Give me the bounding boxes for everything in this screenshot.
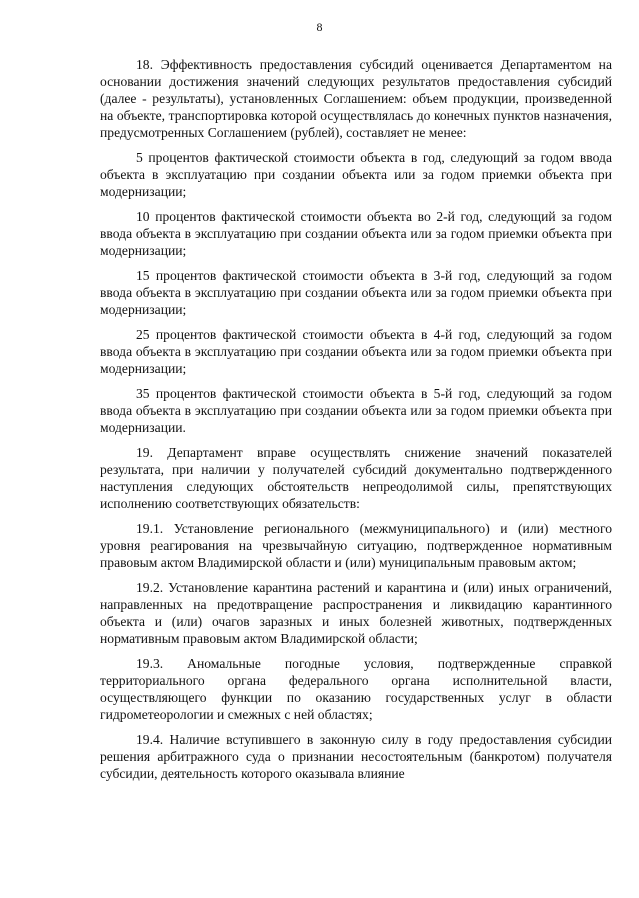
paragraph-19-2: 19.2. Установление карантина растений и карантина и (или) иных ограничений, направленных на предотвращение распространения и ликвидацию карантинного объекта и (или) очагов заразных и иных болезней животных, подтвержденных нормативным правовым актом Владимирской области; (100, 580, 612, 646)
paragraph-18-item-2: 10 процентов фактической стоимости объекта во 2-й год, следующий за годом ввода объекта в эксплуатацию при создании объекта или за годом приемки объекта при модернизации; (100, 209, 612, 258)
paragraph-18-item-3: 15 процентов фактической стоимости объекта в 3-й год, следующий за годом ввода объекта в эксплуатацию при создании объекта или за годом приемки объекта при модернизации; (100, 268, 612, 317)
paragraph-18: 18. Эффективность предоставления субсидий оценивается Департаментом на основании достижения значений следующих результатов предоставления субсидий (далее - результаты), установленных Соглашением: объем продукции, произведенной на объекте, транспортировка которой осуществлялась до конечных пунктов назначения, предусмотренных Соглашением (рублей), составляет не менее: (100, 57, 612, 140)
paragraph-18-item-5: 35 процентов фактической стоимости объекта в 5-й год, следующий за годом ввода объекта в эксплуатацию при создании объекта или за годом приемки объекта при модернизации. (100, 386, 612, 435)
paragraph-18-item-1: 5 процентов фактической стоимости объекта в год, следующий за годом ввода объекта в эксплуатацию при создании объекта или за годом приемки объекта при модернизации; (100, 150, 612, 199)
paragraph-19: 19. Департамент вправе осуществлять снижение значений показателей результата, при наличии у получателей субсидий документально подтвержденного наступления следующих обстоятельств непреодолимой силы, препятствующих исполнению соответствующих обязательств: (100, 445, 612, 511)
paragraph-18-item-4: 25 процентов фактической стоимости объекта в 4-й год, следующий за годом ввода объекта в эксплуатацию при создании объекта или за годом приемки объекта при модернизации; (100, 327, 612, 376)
document-body (100, 56, 612, 786)
paragraph-19-4: 19.4. Наличие вступившего в законную силу в году предоставления субсидии решения арбитражного суда о признании несостоятельным (банкротом) получателя субсидии, деятельность которого оказывала влияние (100, 732, 612, 781)
paragraph-19-1: 19.1. Установление регионального (межмуниципального) и (или) местного уровня реагирования на чрезвычайную ситуацию, подтвержденное нормативным правовым актом Владимирской области и (или) муниципальным правовым актом; (100, 521, 612, 570)
paragraph-19-3: 19.3. Аномальные погодные условия, подтвержденные справкой территориального органа федерального органа исполнительной власти, осуществляющего функции по оказанию государственных услуг в области гидрометеорологии и смежных с ней областях; (100, 656, 612, 722)
page-number: 8 (316, 20, 323, 34)
